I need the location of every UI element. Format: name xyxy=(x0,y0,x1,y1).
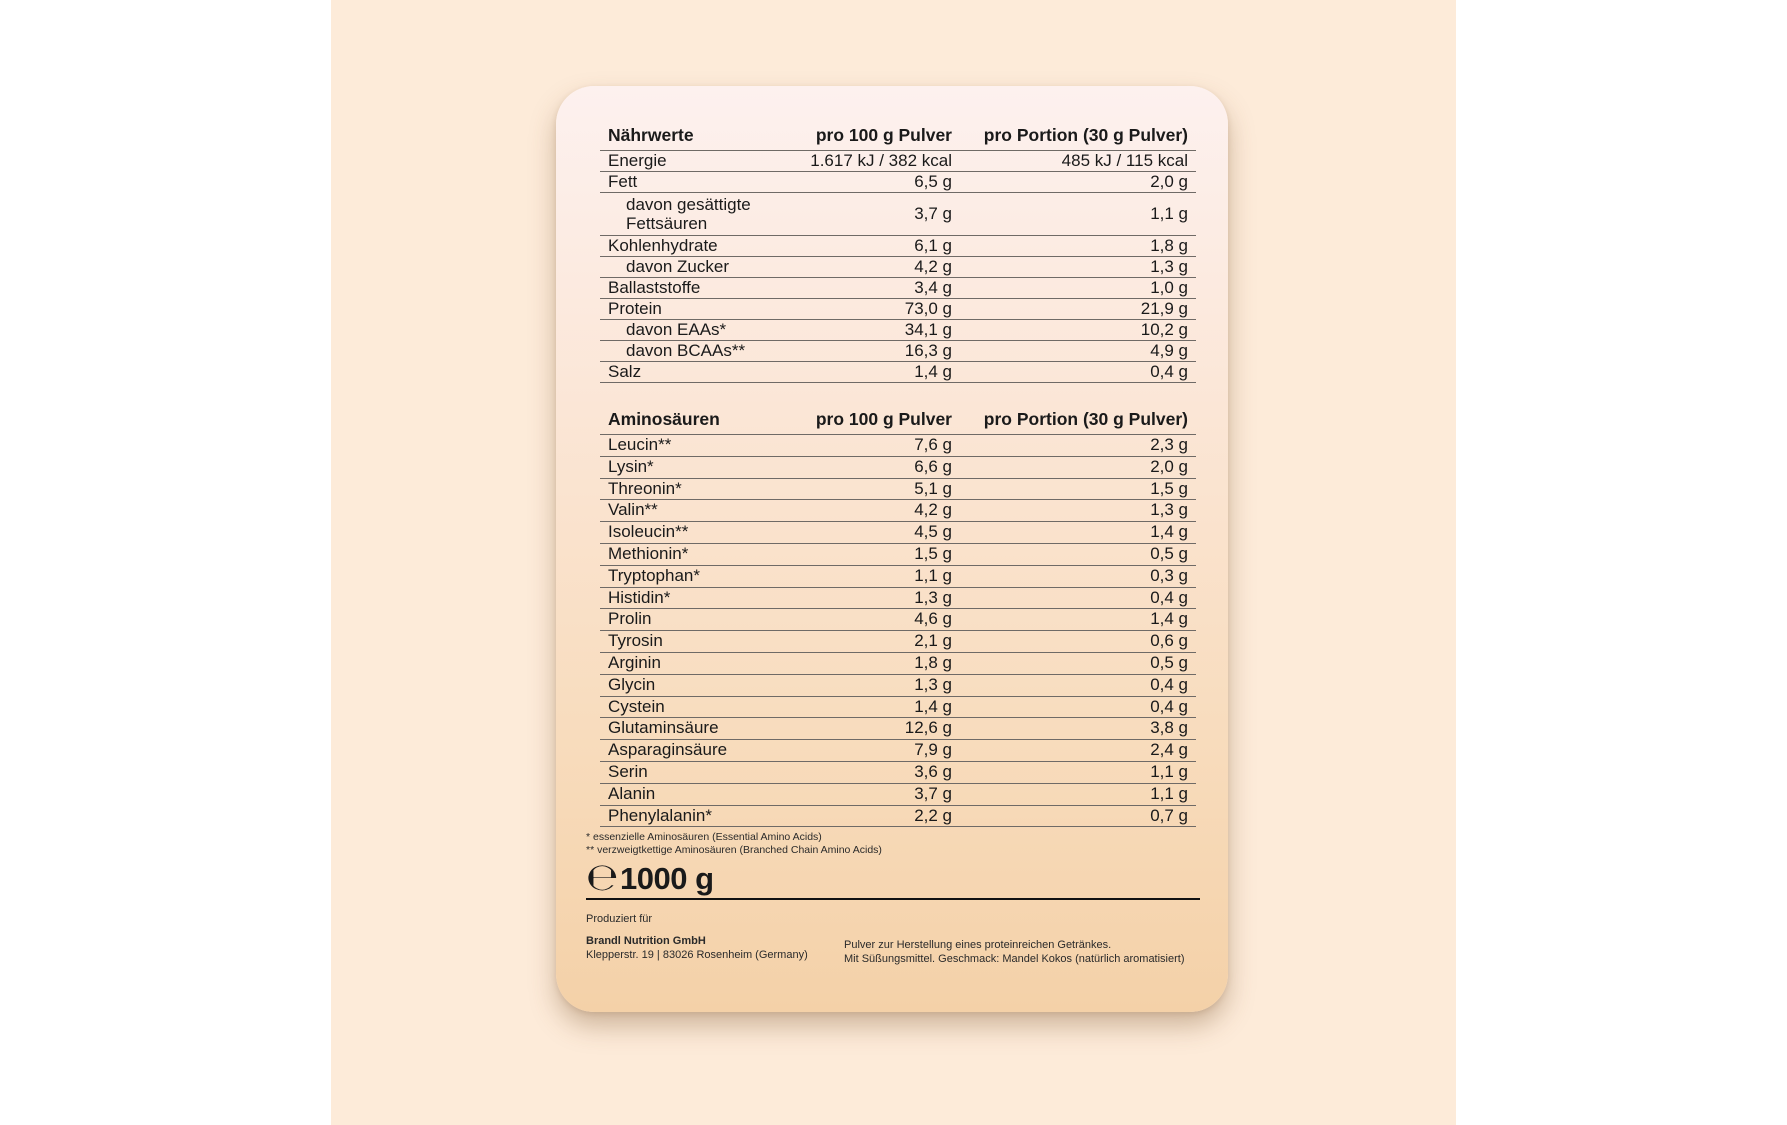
row-label: davon EAAs* xyxy=(600,320,800,341)
row-value-per100: 1,4 g xyxy=(800,362,960,383)
amino-row xyxy=(600,805,1196,827)
row-value-portion: 0,5 g xyxy=(960,652,1196,674)
amino-row xyxy=(600,674,1196,696)
row-label: Glutaminsäure xyxy=(600,718,800,740)
row-value-portion: 1,0 g xyxy=(960,278,1196,299)
nutrition-row xyxy=(600,278,1196,299)
row-value-portion: 1,1 g xyxy=(960,783,1196,805)
amino-row xyxy=(600,522,1196,544)
row-value-per100: 1.617 kJ / 382 kcal xyxy=(800,151,960,172)
amino-row xyxy=(600,761,1196,783)
row-value-per100: 73,0 g xyxy=(800,299,960,320)
row-value-per100: 3,6 g xyxy=(800,761,960,783)
nutrition-header-label: Nährwerte xyxy=(600,120,800,151)
amino-row xyxy=(600,631,1196,653)
amino-row xyxy=(600,478,1196,500)
row-value-per100: 7,6 g xyxy=(800,435,960,457)
row-label: Methionin* xyxy=(600,543,800,565)
row-value-portion: 0,4 g xyxy=(960,696,1196,718)
row-value-per100: 34,1 g xyxy=(800,320,960,341)
row-value-per100: 5,1 g xyxy=(800,478,960,500)
amino-acids-table xyxy=(600,404,1196,827)
row-value-portion: 485 kJ / 115 kcal xyxy=(960,151,1196,172)
amino-row xyxy=(600,435,1196,457)
row-value-per100: 1,8 g xyxy=(800,652,960,674)
row-label: Leucin** xyxy=(600,435,800,457)
row-value-portion: 1,3 g xyxy=(960,257,1196,278)
nutrition-row xyxy=(600,362,1196,383)
row-label: Asparaginsäure xyxy=(600,740,800,762)
row-label: Tryptophan* xyxy=(600,565,800,587)
nutrition-row xyxy=(600,236,1196,257)
nutrition-row xyxy=(600,341,1196,362)
row-label: Salz xyxy=(600,362,800,383)
row-value-portion: 2,3 g xyxy=(960,435,1196,457)
row-value-portion: 0,7 g xyxy=(960,805,1196,827)
row-value-portion: 1,8 g xyxy=(960,236,1196,257)
producer-address: Klepperstr. 19 | 83026 Rosenheim (Germany) xyxy=(586,949,808,961)
row-label: Serin xyxy=(600,761,800,783)
estimated-sign-icon: ℮ xyxy=(586,855,619,899)
row-value-per100: 12,6 g xyxy=(800,718,960,740)
amino-row xyxy=(600,456,1196,478)
row-label: Ballaststoffe xyxy=(600,278,800,299)
amino-row xyxy=(600,500,1196,522)
row-value-per100: 6,6 g xyxy=(800,456,960,478)
footnote-eaa: * essenzielle Aminosäuren (Essential Amino Acids) xyxy=(586,831,822,843)
nutrition-facts-table xyxy=(600,120,1196,383)
description-line-2: Mit Süßungsmittel. Geschmack: Mandel Kokos (natürlich aromatisiert) xyxy=(844,953,1185,965)
row-label: Arginin xyxy=(600,652,800,674)
row-value-per100: 3,7 g xyxy=(800,193,960,236)
row-value-per100: 7,9 g xyxy=(800,740,960,762)
nutrition-row xyxy=(600,193,1196,236)
amino-row xyxy=(600,565,1196,587)
nutrition-row xyxy=(600,257,1196,278)
amino-row xyxy=(600,696,1196,718)
amino-header-per100: pro 100 g Pulver xyxy=(800,404,960,435)
row-value-portion: 1,4 g xyxy=(960,609,1196,631)
row-label: davon BCAAs** xyxy=(600,341,800,362)
row-value-per100: 4,2 g xyxy=(800,257,960,278)
nutrition-row xyxy=(600,299,1196,320)
row-value-per100: 2,1 g xyxy=(800,631,960,653)
row-value-portion: 0,4 g xyxy=(960,587,1196,609)
row-label: Threonin* xyxy=(600,478,800,500)
nutrition-header-per100: pro 100 g Pulver xyxy=(800,120,960,151)
row-label: Phenylalanin* xyxy=(600,805,800,827)
row-value-portion: 0,3 g xyxy=(960,565,1196,587)
row-label: Energie xyxy=(600,151,800,172)
row-label: Valin** xyxy=(600,500,800,522)
description-line-1: Pulver zur Herstellung eines proteinreichen Getränkes. xyxy=(844,939,1112,951)
row-value-per100: 1,5 g xyxy=(800,543,960,565)
row-value-per100: 4,5 g xyxy=(800,522,960,544)
producer-block xyxy=(586,912,808,962)
amino-row xyxy=(600,587,1196,609)
row-value-per100: 6,5 g xyxy=(800,172,960,193)
row-label: Glycin xyxy=(600,674,800,696)
row-label: Histidin* xyxy=(600,587,800,609)
row-value-per100: 1,3 g xyxy=(800,674,960,696)
amino-row xyxy=(600,740,1196,762)
row-value-portion: 1,4 g xyxy=(960,522,1196,544)
row-value-portion: 3,8 g xyxy=(960,718,1196,740)
amino-row xyxy=(600,783,1196,805)
row-value-portion: 21,9 g xyxy=(960,299,1196,320)
amino-header-portion: pro Portion (30 g Pulver) xyxy=(960,404,1196,435)
producer-company: Brandl Nutrition GmbH xyxy=(586,935,706,947)
row-value-per100: 1,3 g xyxy=(800,587,960,609)
row-label: Tyrosin xyxy=(600,631,800,653)
nutrition-row xyxy=(600,320,1196,341)
amino-row xyxy=(600,609,1196,631)
row-value-portion: 2,4 g xyxy=(960,740,1196,762)
row-value-per100: 2,2 g xyxy=(800,805,960,827)
row-value-per100: 3,4 g xyxy=(800,278,960,299)
nutrition-row xyxy=(600,151,1196,172)
row-label: Fett xyxy=(600,172,800,193)
footnote-bcaa: ** verzweigtkettige Aminosäuren (Branched Chain Amino Acids) xyxy=(586,844,882,856)
row-label: Isoleucin** xyxy=(600,522,800,544)
row-value-portion: 2,0 g xyxy=(960,172,1196,193)
product-description xyxy=(844,938,1185,966)
row-value-per100: 4,2 g xyxy=(800,500,960,522)
row-value-portion: 0,4 g xyxy=(960,674,1196,696)
row-value-per100: 6,1 g xyxy=(800,236,960,257)
amino-row xyxy=(600,652,1196,674)
producer-label: Produziert für xyxy=(586,913,653,925)
amino-header-label: Aminosäuren xyxy=(600,404,800,435)
amino-header-row xyxy=(600,404,1196,435)
row-value-portion: 1,3 g xyxy=(960,500,1196,522)
row-value-portion: 1,5 g xyxy=(960,478,1196,500)
row-label: Cystein xyxy=(600,696,800,718)
row-value-portion: 0,4 g xyxy=(960,362,1196,383)
row-value-portion: 2,0 g xyxy=(960,456,1196,478)
row-label: Prolin xyxy=(600,609,800,631)
nutrition-row xyxy=(600,172,1196,193)
nutrition-header-row xyxy=(600,120,1196,151)
row-label: davon gesättigte Fettsäuren xyxy=(600,193,800,236)
row-value-per100: 4,6 g xyxy=(800,609,960,631)
net-weight: 1000 g xyxy=(620,861,714,896)
amino-row xyxy=(600,718,1196,740)
nutrition-header-portion: pro Portion (30 g Pulver) xyxy=(960,120,1196,151)
row-label: davon Zucker xyxy=(600,257,800,278)
row-value-per100: 16,3 g xyxy=(800,341,960,362)
row-value-portion: 10,2 g xyxy=(960,320,1196,341)
row-value-per100: 1,4 g xyxy=(800,696,960,718)
row-value-per100: 1,1 g xyxy=(800,565,960,587)
nutrition-label-card xyxy=(556,86,1228,1012)
row-value-per100: 3,7 g xyxy=(800,783,960,805)
row-label: Lysin* xyxy=(600,456,800,478)
row-value-portion: 0,5 g xyxy=(960,543,1196,565)
row-label: Protein xyxy=(600,299,800,320)
net-weight-row xyxy=(586,855,1200,900)
row-label: Alanin xyxy=(600,783,800,805)
amino-row xyxy=(600,543,1196,565)
footnotes xyxy=(586,831,882,857)
row-value-portion: 4,9 g xyxy=(960,341,1196,362)
row-value-portion: 1,1 g xyxy=(960,193,1196,236)
row-value-portion: 1,1 g xyxy=(960,761,1196,783)
row-value-portion: 0,6 g xyxy=(960,631,1196,653)
row-label: Kohlenhydrate xyxy=(600,236,800,257)
